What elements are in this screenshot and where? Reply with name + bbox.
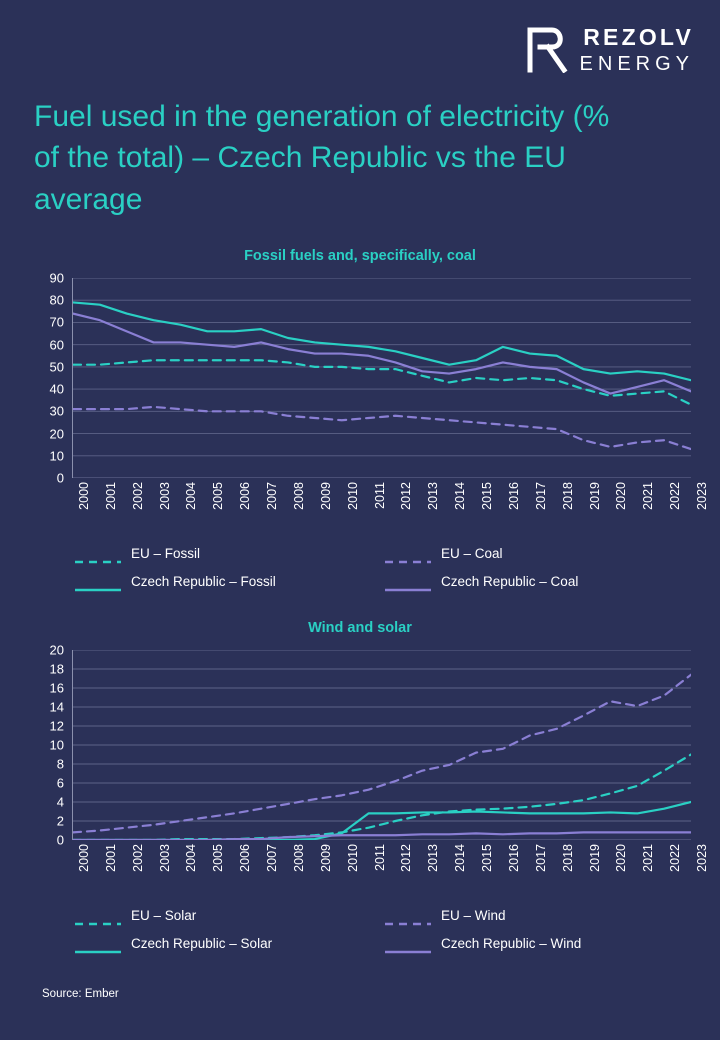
y-tick-label: 90 xyxy=(49,270,64,286)
series-line xyxy=(73,407,691,449)
x-tick-label: 2023 xyxy=(695,482,709,510)
x-tick-label: 2002 xyxy=(130,482,145,510)
x-tick-label: 2010 xyxy=(345,844,360,872)
x-tick-label: 2021 xyxy=(641,844,656,872)
y-tick-label: 80 xyxy=(49,292,64,308)
x-tick-label: 2017 xyxy=(533,482,548,510)
legend-2 xyxy=(30,908,690,951)
chart-title-2: Wind and solar xyxy=(308,620,412,636)
x-tick-label: 2006 xyxy=(238,482,253,510)
y-tick-label: 18 xyxy=(49,661,64,677)
legend-item[interactable] xyxy=(75,908,375,923)
y-axis-labels-1 xyxy=(30,270,68,486)
x-tick-label: 2022 xyxy=(668,844,683,872)
x-tick-label: 2017 xyxy=(533,844,548,872)
legend-label: Czech Republic – Fossil xyxy=(131,574,276,589)
y-tick-label: 70 xyxy=(49,314,64,330)
source-note: Source: Ember xyxy=(42,988,119,1000)
x-tick-label: 2001 xyxy=(103,482,118,510)
x-tick-label: 2009 xyxy=(318,844,333,872)
legend-item[interactable] xyxy=(385,574,685,589)
legend-item[interactable] xyxy=(75,546,375,561)
x-tick-label: 2016 xyxy=(506,844,521,872)
legend-label: EU – Fossil xyxy=(131,546,201,561)
x-tick-label: 2006 xyxy=(238,844,253,872)
y-tick-label: 0 xyxy=(56,470,64,486)
x-tick-label: 2022 xyxy=(668,482,683,510)
series-line xyxy=(73,755,691,841)
legend-label: Czech Republic – Solar xyxy=(131,936,273,951)
x-tick-label: 2008 xyxy=(291,844,306,872)
x-tick-label: 2004 xyxy=(184,482,199,510)
chart-fossil-coal xyxy=(0,248,720,589)
x-axis-labels-2 xyxy=(72,840,709,902)
legend-item[interactable] xyxy=(385,908,685,923)
x-axis-labels-1 xyxy=(72,478,709,540)
y-tick-label: 12 xyxy=(49,718,64,734)
y-tick-label: 40 xyxy=(49,381,64,397)
x-tick-label: 2015 xyxy=(480,844,495,872)
y-axis-labels-2 xyxy=(30,642,68,848)
x-tick-label: 2016 xyxy=(506,482,521,510)
y-tick-label: 60 xyxy=(49,337,64,353)
series-line xyxy=(73,675,691,833)
y-tick-label: 4 xyxy=(56,794,64,810)
x-tick-label: 2018 xyxy=(560,482,575,510)
plot-svg xyxy=(73,278,691,478)
y-tick-label: 14 xyxy=(49,699,64,715)
legend-label: Czech Republic – Coal xyxy=(441,574,579,589)
chart-wind-solar xyxy=(0,620,720,951)
x-tick-label: 2019 xyxy=(587,844,602,872)
x-tick-label: 2002 xyxy=(130,844,145,872)
y-tick-label: 30 xyxy=(49,403,64,419)
y-tick-label: 20 xyxy=(49,426,64,442)
x-tick-label: 2021 xyxy=(641,482,656,510)
brand-subname: ENERGY xyxy=(579,53,694,75)
series-line xyxy=(73,314,691,394)
legend-label: EU – Wind xyxy=(441,908,506,923)
y-tick-label: 8 xyxy=(56,756,64,772)
plot-svg xyxy=(73,650,691,840)
brand-name: REZOLV xyxy=(583,24,694,50)
x-tick-label: 2014 xyxy=(453,844,468,872)
chart-title-1: Fossil fuels and, specifically, coal xyxy=(244,248,476,264)
x-tick-label: 2011 xyxy=(372,844,387,871)
x-tick-label: 2012 xyxy=(399,844,414,872)
x-tick-label: 2007 xyxy=(265,844,280,872)
x-tick-label: 2000 xyxy=(77,482,91,510)
y-tick-label: 10 xyxy=(49,737,64,753)
x-tick-label: 2005 xyxy=(211,482,226,510)
y-tick-label: 16 xyxy=(49,680,64,696)
x-tick-label: 2019 xyxy=(587,482,602,510)
x-tick-label: 2008 xyxy=(291,482,306,510)
x-tick-label: 2014 xyxy=(453,482,468,510)
x-tick-label: 2010 xyxy=(345,482,360,510)
plot-area-2 xyxy=(72,650,690,840)
legend-label: EU – Solar xyxy=(131,908,197,923)
x-tick-label: 2015 xyxy=(480,482,495,510)
x-tick-label: 2009 xyxy=(318,482,333,510)
x-tick-label: 2004 xyxy=(184,844,199,872)
y-tick-label: 0 xyxy=(56,832,64,848)
legend-item[interactable] xyxy=(385,546,685,561)
x-tick-label: 2018 xyxy=(560,844,575,872)
x-tick-label: 2020 xyxy=(614,482,629,510)
x-tick-label: 2003 xyxy=(157,844,172,872)
x-tick-label: 2005 xyxy=(211,844,226,872)
legend-label: Czech Republic – Wind xyxy=(441,936,582,951)
brand-logo xyxy=(526,26,694,74)
x-tick-label: 2023 xyxy=(695,844,709,872)
legend-item[interactable] xyxy=(385,936,685,951)
legend-1 xyxy=(30,546,690,589)
x-tick-label: 2011 xyxy=(372,482,387,509)
x-tick-label: 2020 xyxy=(614,844,629,872)
x-tick-label: 2000 xyxy=(77,844,91,872)
legend-label: EU – Coal xyxy=(441,546,503,561)
y-tick-label: 10 xyxy=(49,448,64,464)
y-tick-label: 20 xyxy=(49,642,64,658)
legend-item[interactable] xyxy=(75,574,375,589)
rezolv-mark-icon xyxy=(526,27,568,73)
x-tick-label: 2001 xyxy=(103,844,118,872)
y-tick-label: 6 xyxy=(56,775,64,791)
plot-area-1 xyxy=(72,278,690,478)
x-tick-label: 2007 xyxy=(265,482,280,510)
x-tick-label: 2003 xyxy=(157,482,172,510)
x-tick-label: 2013 xyxy=(426,844,441,872)
y-tick-label: 50 xyxy=(49,359,64,375)
y-tick-label: 2 xyxy=(56,813,64,829)
x-tick-label: 2013 xyxy=(426,482,441,510)
page-title: Fuel used in the generation of electricity (% of the total) – Czech Republic vs the EU average xyxy=(34,100,610,216)
legend-item[interactable] xyxy=(75,936,375,951)
x-tick-label: 2012 xyxy=(399,482,414,510)
